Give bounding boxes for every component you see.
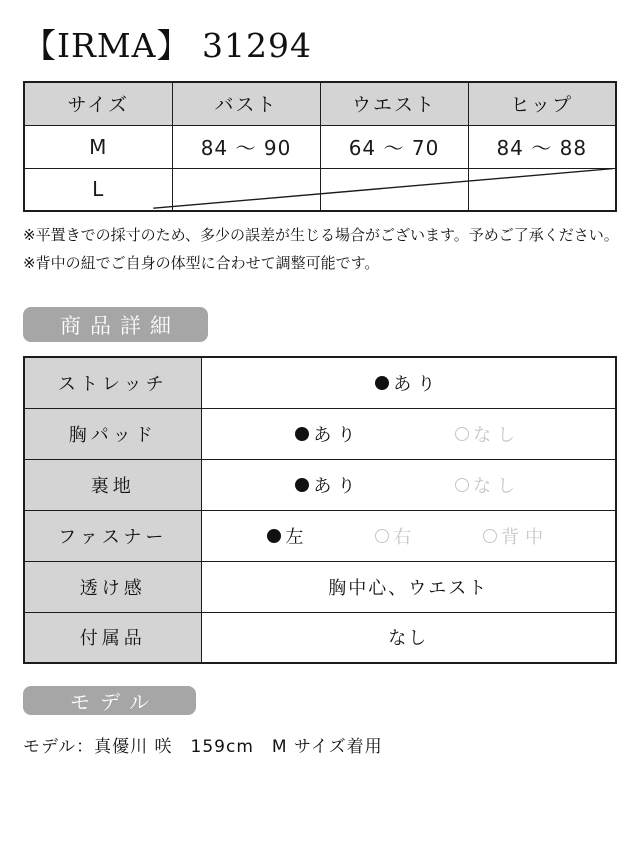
details-row [24, 612, 616, 663]
option-label: 左 [285, 526, 310, 548]
details-row [24, 408, 616, 459]
details-row-label: 付属品 [24, 612, 201, 663]
model-info-text: モデル：真優川 咲 159cm M サイズ着用 [23, 737, 383, 757]
empty-radio-icon [455, 427, 469, 441]
size-row-l [24, 168, 616, 211]
option-group [202, 523, 616, 549]
waist-value-l [320, 168, 468, 211]
hip-value-m: 84 〜 88 [468, 125, 616, 168]
option-group [202, 370, 616, 396]
details-table [23, 356, 617, 664]
size-table-header-bust: バスト [172, 82, 320, 125]
section-header-model: モデル [23, 686, 196, 715]
note-line-2: ※背中の紐でご自身の体型に合わせて調整可能です。 [23, 254, 380, 272]
details-row-label: 裏地 [24, 459, 201, 510]
option-label: なし [473, 424, 522, 446]
details-row [24, 357, 616, 408]
option-selected [295, 421, 361, 447]
measurement-notes [23, 221, 617, 277]
option-label: あり [393, 373, 442, 395]
bust-value-m: 84 〜 90 [172, 125, 320, 168]
option-unselected [455, 472, 521, 498]
hip-value-l [468, 168, 616, 211]
size-row-m [24, 125, 616, 168]
size-table-header-size: サイズ [24, 82, 172, 125]
empty-radio-icon [483, 529, 497, 543]
option-label: あり [313, 475, 362, 497]
section-header-product-details: 商品詳細 [23, 307, 208, 342]
size-table-header-row [24, 82, 616, 125]
note-line-1: ※平置きでの採寸のため、多少の誤差が生じる場合がございます。予めご了承ください。 [23, 226, 619, 244]
details-row-value: 胸中心、ウエスト [201, 561, 616, 612]
details-row [24, 561, 616, 612]
option-unselected [455, 421, 521, 447]
details-table-body [24, 357, 616, 663]
size-label-m: M [24, 125, 172, 168]
details-row-value: なし [201, 612, 616, 663]
option-unselected [375, 523, 417, 549]
page-title: 【IRMA】 31294 [23, 26, 312, 65]
option-selected [295, 472, 361, 498]
filled-radio-icon [295, 427, 309, 441]
option-unselected [483, 523, 549, 549]
details-row [24, 510, 616, 561]
size-label-l: L [24, 168, 172, 211]
filled-radio-icon [295, 478, 309, 492]
size-table [23, 81, 617, 212]
bust-value-l [172, 168, 320, 211]
empty-radio-icon [375, 529, 389, 543]
waist-value-m: 64 〜 70 [320, 125, 468, 168]
details-row-label: ファスナー [24, 510, 201, 561]
details-row-value [201, 357, 616, 408]
option-group [202, 472, 616, 498]
details-row-label: ストレッチ [24, 357, 201, 408]
details-row-value [201, 510, 616, 561]
size-table-wrap [23, 81, 617, 212]
empty-radio-icon [455, 478, 469, 492]
details-row-label: 透け感 [24, 561, 201, 612]
details-row-value [201, 408, 616, 459]
filled-radio-icon [267, 529, 281, 543]
size-table-header-hip: ヒップ [468, 82, 616, 125]
details-row [24, 459, 616, 510]
option-label: あり [313, 424, 362, 446]
filled-radio-icon [375, 376, 389, 390]
option-group [202, 421, 616, 447]
details-row-label: 胸パッド [24, 408, 201, 459]
option-label: なし [473, 475, 522, 497]
details-row-value [201, 459, 616, 510]
size-table-header-waist: ウエスト [320, 82, 468, 125]
option-selected [375, 370, 441, 396]
option-label: 右 [393, 526, 418, 548]
option-selected [267, 523, 309, 549]
option-label: 背中 [501, 526, 550, 548]
